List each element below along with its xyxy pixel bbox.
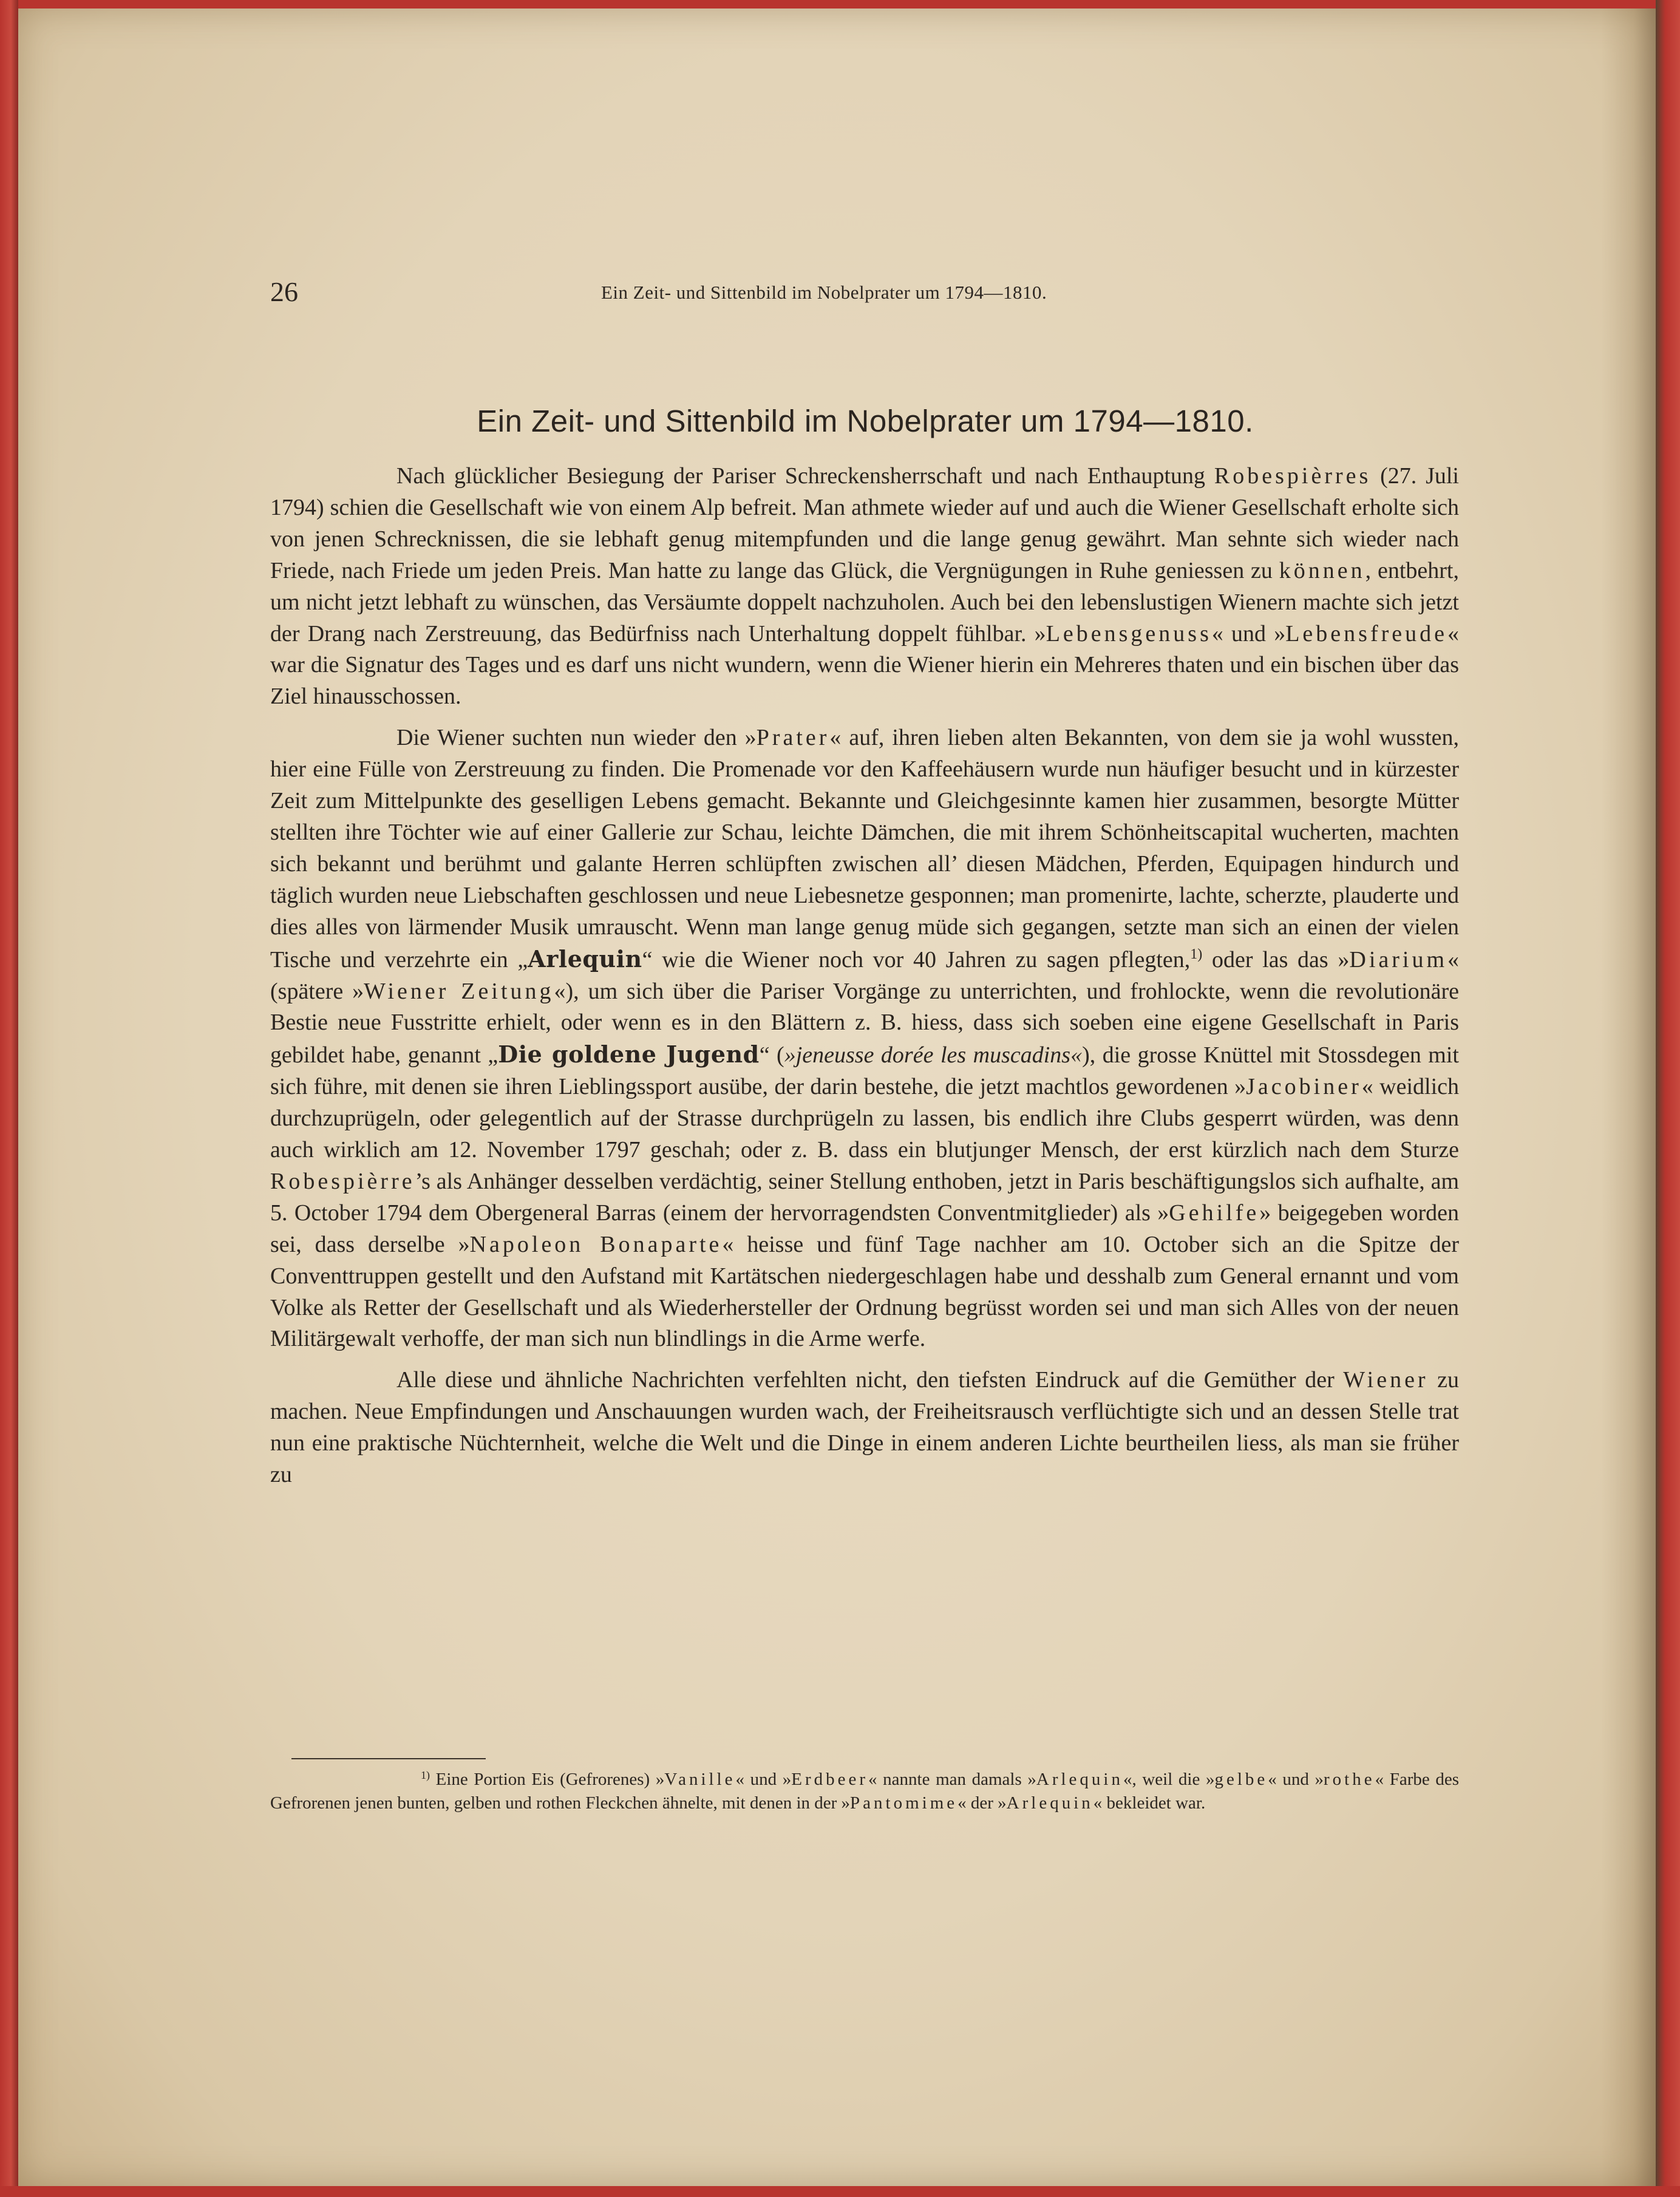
book-cover-left-edge bbox=[0, 0, 18, 2197]
text-run: Nach glücklicher Besiegung der Pariser Schreckensherrschaft und nach Enthauptung bbox=[396, 463, 1214, 489]
spaced-word: Prater bbox=[756, 725, 830, 751]
spaced-word: Arlequin bbox=[1036, 1770, 1123, 1789]
spaced-word: Vanille bbox=[664, 1770, 736, 1789]
spaced-word: Wiener Zeitung bbox=[364, 978, 554, 1004]
text-run: Eine Portion Eis (Gefrorenes) » bbox=[430, 1770, 665, 1789]
book-edge-top bbox=[0, 0, 1680, 8]
page-number: 26 bbox=[270, 276, 298, 307]
text-run: “ ( bbox=[759, 1042, 784, 1068]
spaced-word: Jacobiner bbox=[1246, 1074, 1362, 1100]
fraktur-phrase: Die goldene Jugend bbox=[498, 1041, 760, 1068]
text-run: « und » bbox=[1268, 1770, 1324, 1789]
running-title: Ein Zeit- und Sittenbild im Nobelprater um 1794—1810. bbox=[601, 282, 1047, 303]
text-run: « bekleidet war. bbox=[1093, 1793, 1206, 1813]
spaced-word: Pantomime bbox=[850, 1793, 958, 1813]
footnote bbox=[270, 1768, 1459, 1815]
text-run: « war die Signatur des Tages und es darf uns nicht wundern, wenn die Wiener hierin ein Mehreres thaten und ein bischen über das Ziel hinausschossen. bbox=[270, 620, 1459, 710]
text-run: «, weil die » bbox=[1123, 1770, 1215, 1789]
book-cover-right-edge bbox=[1656, 0, 1680, 2197]
spaced-name: Robespièrre bbox=[270, 1168, 415, 1194]
text-run: « nannte man damals » bbox=[868, 1770, 1036, 1789]
spaced-word: Gehilfe bbox=[1169, 1200, 1260, 1226]
text-run: « (spätere » bbox=[270, 946, 1460, 1004]
page-gutter-shadow bbox=[1601, 8, 1656, 2186]
spaced-word: Lebensfreude bbox=[1285, 620, 1447, 647]
text-run: « der » bbox=[957, 1793, 1007, 1813]
text-run: «), um sich über die Pariser Vorgänge zu unterrichten, und frohlockte, wenn die revolutionäre Bestie neue Fusstritte erhielt, oder wenn es in den Blättern z. B. hiess, dass sich soeben eine eigene Gesellschaft in Paris gebildet habe, genannt „ bbox=[270, 978, 1459, 1068]
running-header bbox=[270, 271, 1205, 319]
text-run: Die Wiener suchten nun wieder den » bbox=[396, 725, 757, 751]
footnote-1 bbox=[270, 1768, 1459, 1815]
text-run: oder las das » bbox=[1202, 946, 1350, 973]
body-text bbox=[270, 461, 1459, 1491]
footnote-divider bbox=[291, 1758, 486, 1759]
text-run: « auf, ihren lieben alten Bekannten, von dem sie ja wohl wussten, hier eine Fülle von Zerstreuung zu finden. Die Promenade vor den Kaffeehäusern wurde nun häufiger besucht und in kürzester Zeit zum Mittelpunkte des geselligen Lebens gemacht. Bekannte und Gleichgesinnte kamen hier zusammen, besorgte Mütter stellten ihre Töchter wie auf einer Gallerie zur Schau, leichte Dämchen, die mit ihrem Schönheitscapital wucherten, machten sich bekannt und berühmt und galante Herren schlüpften zwischen all’ diesen Mädchen, Pferden, Equipagen hindurch und täglich wurden neue Liebschaften geschlossen und neue Liebesnetze gesponnen; man promenirte, lachte, scherzte, plauderte und dies alles von lärmender Musik umrauscht. Wenn man lange genug müde sich gegangen, setzte man sich an einen der vielen Tische und verzehrte ein „ bbox=[270, 725, 1459, 973]
text-run: , entbehrt, um nicht jetzt lebhaft zu wünschen, das Versäumte doppelt nachzuholen. Auch bei den lebenslustigen Wienern machte sich jetzt der Drang nach Zerstreuung, das Bedürfniss nach Unterhaltung doppelt fühlbar. » bbox=[270, 557, 1459, 647]
text-run: « Farbe des Gefrorenen jenen bunten, gelben und rothen Fleckchen ähnelte, mit denen in der » bbox=[270, 1770, 1460, 1813]
footnote-reference: 1) bbox=[1190, 946, 1203, 962]
spaced-name: Robespièrres bbox=[1214, 463, 1372, 489]
footnote-mark: 1) bbox=[421, 1769, 430, 1781]
text-run: Alle diese und ähnliche Nachrichten verfehlten nicht, den tiefsten Eindruck auf die Gemüther der bbox=[396, 1367, 1344, 1393]
spaced-word: können bbox=[1279, 557, 1365, 583]
spaced-word: Erdbeer bbox=[791, 1770, 869, 1789]
text-run: (27. Juli 1794) schien die Gesellschaft wie von einem Alp befreit. Man athmete wieder auf und auch die Wiener Gesellschaft erholte sich von jenen Schrecknissen, die sie lebhaft genug mitempfunden und die lange genug gewährt. Man sehnte sich wieder nach Friede, nach Friede um jeden Preis. Man hatte zu lange das Glück, die Vergnügungen in Ruhe geniessen zu bbox=[270, 463, 1459, 583]
text-run: “ wie die Wiener noch vor 40 Jahren zu sagen pflegten, bbox=[642, 946, 1191, 973]
paragraph-2 bbox=[270, 722, 1459, 1355]
text-run: ), die grosse Knüttel mit Stossdegen mit sich führe, mit denen sie ihren Lieblingssport ausübe, der darin bestehe, die jetzt machtlos gewordenen » bbox=[270, 1042, 1459, 1100]
spaced-word: rothe bbox=[1324, 1770, 1375, 1789]
fraktur-word: Arlequin bbox=[528, 945, 642, 973]
book-edge-bottom bbox=[0, 2186, 1680, 2197]
spaced-word: Diarium bbox=[1349, 946, 1448, 973]
text-run: » beigegeben worden sei, dass derselbe » bbox=[270, 1200, 1459, 1257]
chapter-title: Ein Zeit- und Sittenbild im Nobelprater um 1794—1810. bbox=[477, 404, 1254, 438]
paragraph-1 bbox=[270, 461, 1459, 713]
text-run: « und » bbox=[1211, 620, 1286, 647]
paragraph-3 bbox=[270, 1365, 1459, 1491]
text-run: « und » bbox=[735, 1770, 792, 1789]
text-run: « weidlich durchzuprügeln, oder gelegentlich auf der Strasse durchprügeln zu lassen, bis endlich ihre Clubs gesperrt würden, was denn auch wirklich am 12. November 1797 geschah; oder z. B. dass ein blutjunger Mensch, der erst kürzlich nach dem Sturze bbox=[270, 1074, 1459, 1163]
spaced-word: Arlequin bbox=[1006, 1793, 1093, 1813]
spaced-word: Wiener bbox=[1343, 1367, 1429, 1393]
book-page bbox=[18, 8, 1656, 2186]
spaced-word: gelbe bbox=[1214, 1770, 1268, 1789]
spaced-name: Napoleon Bonaparte bbox=[469, 1231, 723, 1257]
text-run: « heisse und fünf Tage nachher am 10. October sich an die Spitze der Conventtruppen gestellt und den Aufstand mit Kartätschen niedergeschlagen habe und desshalb zum General ernannt und vom Volke als Retter der Gesellschaft und als Wiederhersteller der Ordnung begrüsst worden sei und man sich Alles von der neuen Militärgewalt verhoffe, der man sich nun blindlings in die Arme werfe. bbox=[270, 1231, 1459, 1352]
text-run: ’s als Anhänger desselben verdächtig, seiner Stellung enthoben, jetzt in Paris beschäftigungslos sich aufhalte, am 5. October 1794 dem Obergeneral Barras (einem der hervorragendsten Conventmitglieder) als » bbox=[270, 1168, 1459, 1226]
text-run: zu machen. Neue Empfindungen und Anschauungen wurden wach, der Freiheitsrausch verflüchtigte sich und an dessen Stelle trat nun eine praktische Nüchternheit, welche die Welt und die Dinge in einem anderen Lichte beurtheilen liess, als man sie früher zu bbox=[270, 1367, 1459, 1488]
italic-phrase: »jeneusse dorée les muscadins« bbox=[784, 1042, 1083, 1068]
spaced-word: Lebensgenuss bbox=[1046, 620, 1212, 647]
